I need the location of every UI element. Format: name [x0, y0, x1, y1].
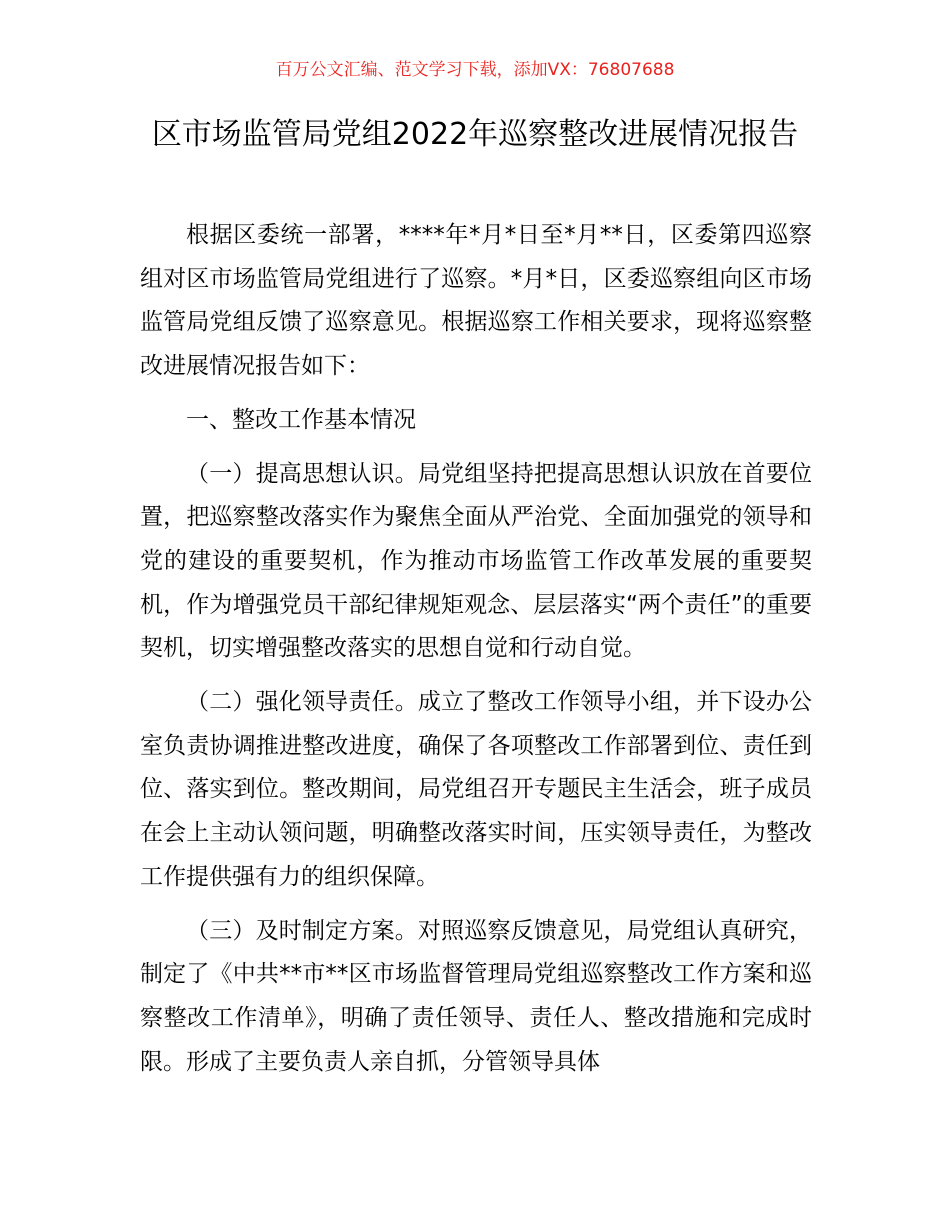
document-title: 区市场监管局党组2022年巡察整改进展情况报告	[151, 117, 799, 152]
document-body	[140, 214, 812, 1094]
paragraph-raise-awareness: （一）提高思想认识。局党组坚持把提高思想认识放在首要位置，把巡察整改落实作为聚焦全面从严治党、全面加强党的领导和党的建设的重要契机，作为推动市场监管工作改革发展的重要契机，作为增强党员干部纪律规矩观念、层层落实“两个责任”的重要契机，切实增强整改落实的思想自觉和行动自觉。	[140, 460, 812, 662]
intro-paragraph: 根据区委统一部署，****年*月*日至*月**日，区委第四巡察组对区市场监管局党组进行了巡察。*月*日，区委巡察组向区市场监管局党组反馈了巡察意见。根据巡察工作相关要求，现将巡察整改进展情况报告如下：	[140, 222, 812, 380]
paragraph-leadership-responsibility: （二）强化领导责任。成立了整改工作领导小组，并下设办公室负责协调推进整改进度，确保了各项整改工作部署到位、责任到位、落实到位。整改期间，局党组召开专题民主生活会，班子成员在会上主动认领问题，明确整改落实时间，压实领导责任，为整改工作提供强有力的组织保障。	[140, 689, 812, 890]
paragraph-formulate-plan: （三）及时制定方案。对照巡察反馈意见，局党组认真研究，制定了《中共**市**区市场监督管理局党组巡察整改工作方案和巡察整改工作清单》，明确了责任领导、责任人、整改措施和完成时限。形成了主要负责人亲自抓，分管领导具体	[140, 917, 812, 1075]
header-banner: 百万公文汇编、范文学习下载，添加VX：76807688	[275, 60, 675, 80]
section-heading: 一、整改工作基本情况	[186, 406, 416, 433]
